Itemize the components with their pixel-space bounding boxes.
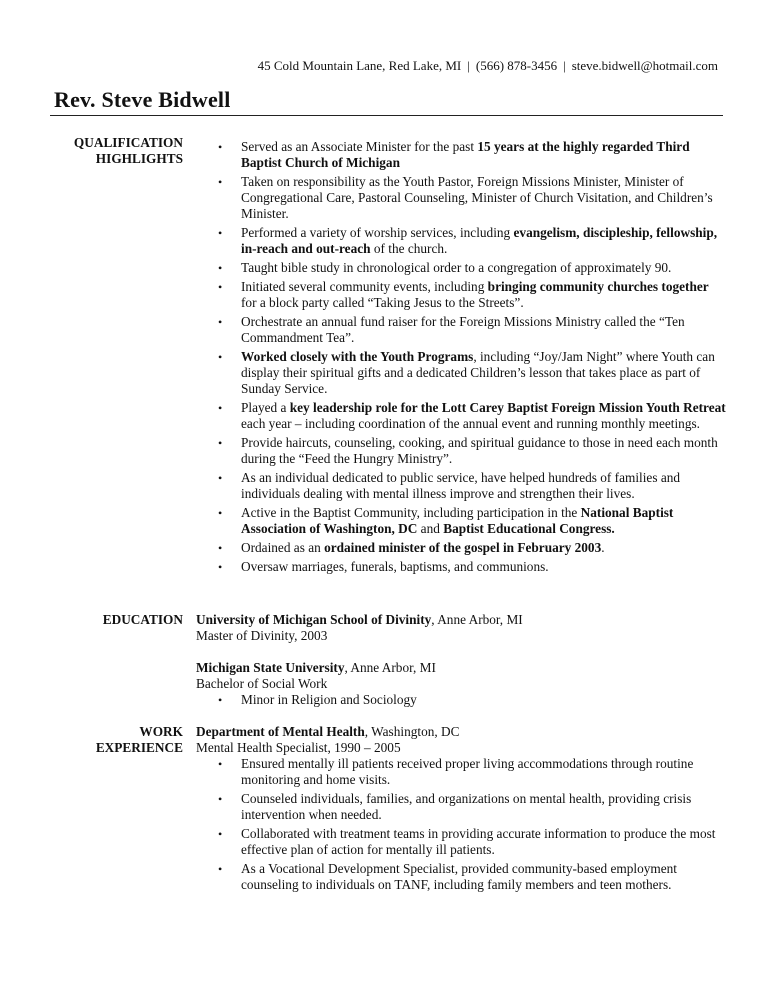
qualification-item: [196, 559, 726, 575]
highlight-text: key leadership role for the Lott Carey Baptist Foreign Mission Youth Retreat: [289, 400, 726, 415]
item-text: As an individual dedicated to public service, have helped hundreds of families and individuals dealing with mental illness improve and strengthen their lives.: [241, 470, 681, 501]
work-label-line1: WORK: [139, 724, 183, 739]
highlight-text: National Baptist Association of Washington, DC: [241, 505, 674, 536]
bullet-icon: •: [218, 280, 223, 294]
bullet-icon: •: [218, 261, 223, 275]
work-duty-item: [196, 826, 726, 858]
qualification-item: [196, 400, 726, 432]
school-line: [196, 612, 726, 628]
contact-address: 45 Cold Mountain Lane, Red Lake, MI: [257, 58, 462, 73]
qualification-item: [196, 279, 726, 311]
work-label-line2: EXPERIENCE: [95, 740, 183, 755]
item-text: Taken on responsibility as the Youth Pastor, Foreign Missions Minister, Minister of Congregational Care, Pastoral Counseling, Minister of Church Visitation, and Children’s Minister.: [241, 174, 713, 221]
bullet-icon: •: [218, 560, 223, 574]
item-text: Minor in Religion and Sociology: [241, 692, 417, 707]
bullet-icon: •: [218, 140, 223, 154]
qualifications-label: [30, 135, 183, 167]
item-text: Served as an Associate Minister for the past: [241, 139, 478, 154]
work-duty-item: [196, 756, 726, 788]
bullet-icon: •: [218, 401, 223, 415]
education-details-list: [196, 692, 726, 708]
work-employer-line: [196, 724, 726, 740]
item-text: Collaborated with treatment teams in providing accurate information to produce the most effective plan of action for mentally ill patients.: [241, 826, 716, 857]
bullet-icon: •: [218, 693, 223, 707]
item-text: Provide haircuts, counseling, cooking, and spiritual guidance to those in need each month during the “Feed the Hungry Ministry”.: [241, 435, 718, 466]
work-title: Mental Health Specialist, 1990 – 2005: [196, 740, 401, 755]
work-duty-item: [196, 861, 726, 893]
school-name: Michigan State University: [196, 660, 345, 675]
highlight-text: Baptist Educational Congress.: [443, 521, 615, 536]
item-text: for a block party called “Taking Jesus to the Streets”.: [241, 295, 524, 310]
qualification-item: [196, 505, 726, 537]
bullet-icon: •: [218, 436, 223, 450]
item-text: each year – including coordination of the annual event and running monthly meetings.: [241, 416, 700, 431]
school-name: University of Michigan School of Divinity: [196, 612, 432, 627]
item-text: and: [417, 521, 444, 536]
work-location: , Washington, DC: [364, 724, 460, 739]
qualification-item: [196, 174, 726, 222]
bullet-icon: •: [218, 506, 223, 520]
candidate-name: Rev. Steve Bidwell: [54, 87, 231, 112]
item-text: Taught bible study in chronological order to a congregation of approximately 90.: [241, 260, 672, 275]
qualifications-list: [196, 139, 726, 575]
item-text: Initiated several community events, including: [241, 279, 488, 294]
header-divider: [50, 115, 723, 116]
item-text: .: [601, 540, 605, 555]
contact-phone: (566) 878-3456: [475, 58, 558, 73]
spacer: [196, 644, 726, 660]
education-detail-item: [196, 692, 726, 708]
contact-email[interactable]: steve.bidwell@hotmail.com: [571, 58, 718, 73]
item-text: , including “Joy/Jam Night” where Youth can display their spiritual gifts and a dedicated Children’s lesson that takes place as part of Sunday Service.: [241, 349, 715, 396]
highlight-text: evangelism, discipleship, fellowship, in-reach and out-reach: [241, 225, 718, 256]
separator: |: [563, 58, 566, 73]
bullet-icon: •: [218, 350, 223, 364]
school-location: , Anne Arbor, MI: [431, 612, 523, 627]
bullet-icon: •: [218, 827, 223, 841]
separator: |: [467, 58, 470, 73]
item-text: Counseled individuals, families, and organizations on mental health, providing crisis intervention when needed.: [241, 791, 692, 822]
education-content: [196, 612, 726, 711]
bullet-icon: •: [218, 792, 223, 806]
bullet-icon: •: [218, 315, 223, 329]
contact-line: [258, 58, 718, 74]
highlight-text: ordained minister of the gospel in February 2003: [324, 540, 602, 555]
qualification-item: [196, 470, 726, 502]
work-duty-item: [196, 791, 726, 823]
degree: Master of Divinity, 2003: [196, 628, 328, 643]
qualifications-label-line2: HIGHLIGHTS: [95, 151, 183, 166]
qualifications-label-line1: QUALIFICATION: [73, 135, 183, 150]
highlight-text: bringing community churches together: [487, 279, 709, 294]
highlight-text: Worked closely with the Youth Programs: [241, 349, 474, 364]
item-text: Ensured mentally ill patients received proper living accommodations through routine monitoring and home visits.: [241, 756, 694, 787]
item-text: Orchestrate an annual fund raiser for the Foreign Missions Ministry called the “Ten Commandment Tea”.: [241, 314, 685, 345]
item-text: Oversaw marriages, funerals, baptisms, and communions.: [241, 559, 549, 574]
item-text: As a Vocational Development Specialist, provided community-based employment counseling to individuals on TANF, including family members and teen mothers.: [241, 861, 677, 892]
work-label: [30, 724, 183, 756]
item-text: Played a: [241, 400, 290, 415]
degree: Bachelor of Social Work: [196, 676, 328, 691]
item-text: of the church.: [370, 241, 448, 256]
education-label-text: EDUCATION: [102, 612, 183, 627]
bullet-icon: •: [218, 862, 223, 876]
item-text: Performed a variety of worship services, including: [241, 225, 514, 240]
qualification-item: [196, 435, 726, 467]
qualification-item: [196, 349, 726, 397]
qualification-item: [196, 260, 726, 276]
qualification-item: [196, 540, 726, 556]
school-location: , Anne Arbor, MI: [344, 660, 436, 675]
school-line: [196, 660, 726, 676]
education-label: [30, 612, 183, 628]
bullet-icon: •: [218, 757, 223, 771]
bullet-icon: •: [218, 175, 223, 189]
qualification-item: [196, 314, 726, 346]
qualification-item: [196, 225, 726, 257]
work-employer: Department of Mental Health: [196, 724, 365, 739]
bullet-icon: •: [218, 541, 223, 555]
item-text: Ordained as an: [241, 540, 325, 555]
qualification-item: [196, 139, 726, 171]
highlight-text: 15 years at the highly regarded Third Baptist Church of Michigan: [241, 139, 690, 170]
bullet-icon: •: [218, 471, 223, 485]
work-duties-list: [196, 756, 726, 893]
item-text: Active in the Baptist Community, including participation in the: [241, 505, 581, 520]
bullet-icon: •: [218, 226, 223, 240]
